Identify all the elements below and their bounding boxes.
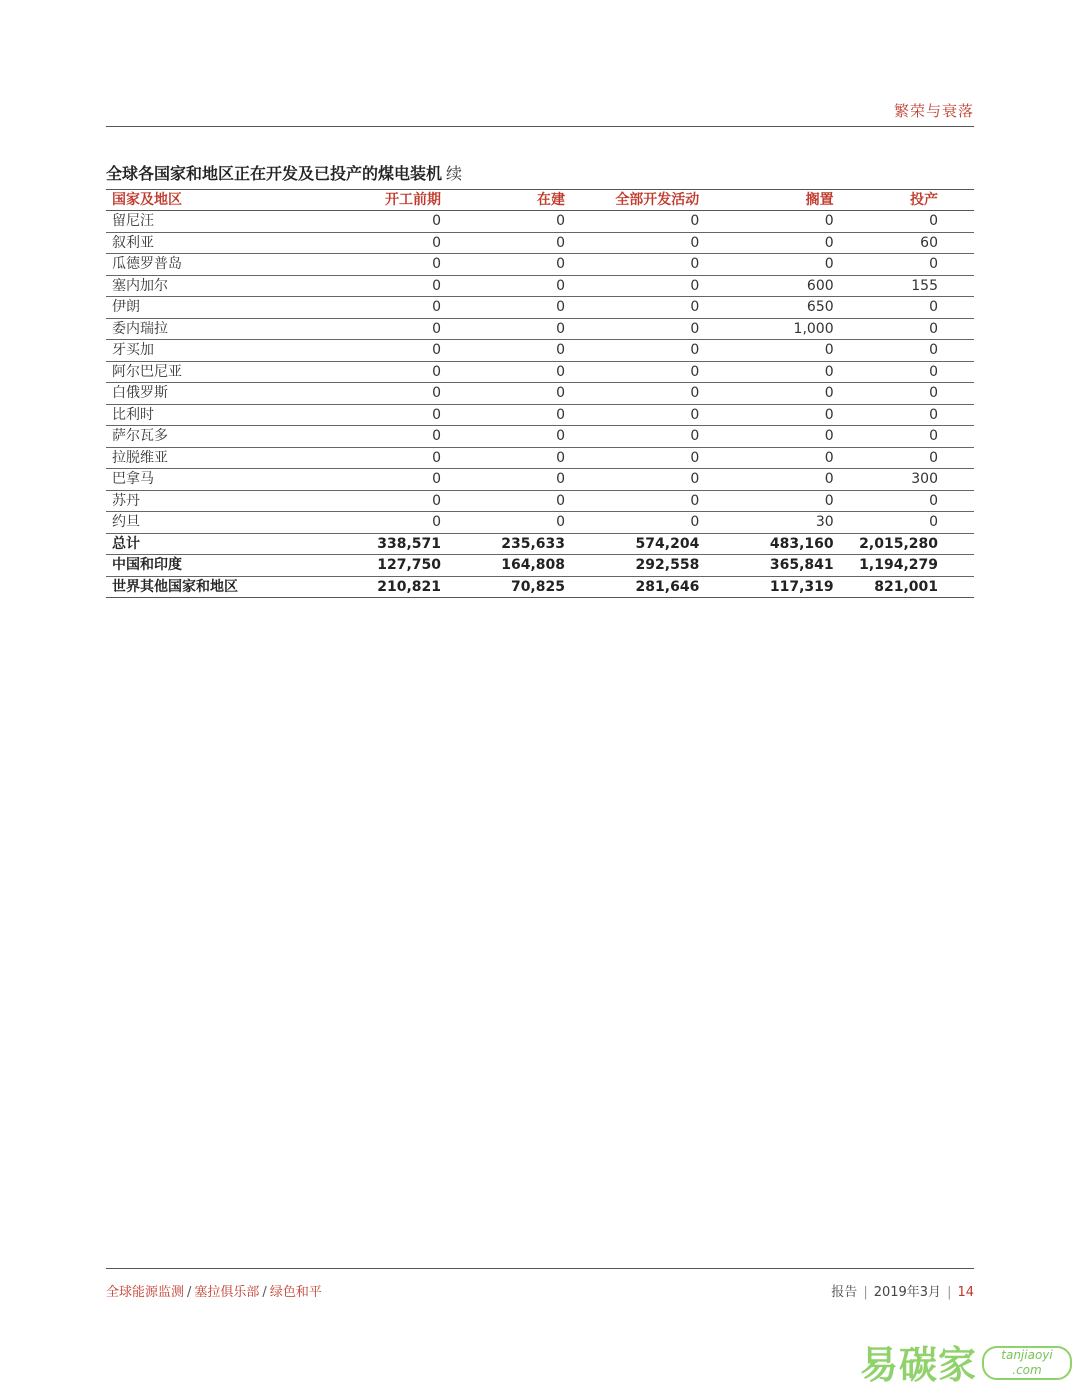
- value-cell: 0: [705, 340, 839, 362]
- column-header-pre-construction: 开工前期: [313, 190, 447, 211]
- table-body: [106, 211, 974, 534]
- value-cell: 0: [447, 512, 571, 534]
- value-cell: 0: [447, 383, 571, 405]
- value-cell: 0: [447, 297, 571, 319]
- value-cell: 300: [840, 469, 974, 491]
- value-cell: 0: [705, 447, 839, 469]
- footer-slash: /: [187, 1285, 192, 1300]
- value-cell: 0: [705, 383, 839, 405]
- value-cell: 483,160: [705, 533, 839, 555]
- value-cell: 2,015,280: [840, 533, 974, 555]
- region-name-cell: 萨尔瓦多: [106, 426, 313, 448]
- value-cell: 0: [313, 426, 447, 448]
- running-header-title: 繁荣与衰落: [893, 102, 974, 120]
- table-title-text: 全球各国家和地区正在开发及已投产的煤电装机: [106, 164, 443, 183]
- table-row: [106, 383, 974, 405]
- value-cell: 60: [840, 232, 974, 254]
- table-summary: [106, 533, 974, 598]
- value-cell: 0: [313, 318, 447, 340]
- table-row: [106, 318, 974, 340]
- region-name-cell: 伊朗: [106, 297, 313, 319]
- header-divider: [106, 126, 974, 127]
- value-cell: 235,633: [447, 533, 571, 555]
- value-cell: 0: [840, 490, 974, 512]
- value-cell: 0: [571, 254, 705, 276]
- value-cell: 0: [447, 404, 571, 426]
- table-row: [106, 232, 974, 254]
- value-cell: 0: [313, 469, 447, 491]
- value-cell: 0: [571, 232, 705, 254]
- table-row: [106, 254, 974, 276]
- region-name-cell: 留尼汪: [106, 211, 313, 233]
- value-cell: 0: [571, 469, 705, 491]
- table-title-continued: 续: [446, 164, 463, 183]
- table-row: [106, 297, 974, 319]
- value-cell: 0: [705, 404, 839, 426]
- value-cell: 0: [840, 404, 974, 426]
- value-cell: 0: [313, 340, 447, 362]
- table-row: [106, 275, 974, 297]
- column-header-region: 国家及地区: [106, 190, 313, 211]
- watermark-text: 易碳家: [860, 1343, 978, 1387]
- value-cell: 0: [705, 426, 839, 448]
- table-row: [106, 447, 974, 469]
- value-cell: 0: [313, 361, 447, 383]
- region-name-cell: 比利时: [106, 404, 313, 426]
- value-cell: 650: [705, 297, 839, 319]
- value-cell: 0: [571, 404, 705, 426]
- footer-report-label: 报告: [831, 1285, 858, 1300]
- footer-slash: /: [262, 1285, 267, 1300]
- region-name-cell: 巴拿马: [106, 469, 313, 491]
- value-cell: 0: [313, 297, 447, 319]
- region-name-cell: 白俄罗斯: [106, 383, 313, 405]
- value-cell: 0: [447, 469, 571, 491]
- region-name-cell: 苏丹: [106, 490, 313, 512]
- region-name-cell: 约旦: [106, 512, 313, 534]
- footer-org-sierra-club: 塞拉俱乐部: [194, 1285, 260, 1300]
- value-cell: 0: [840, 383, 974, 405]
- region-name-cell: 拉脱维亚: [106, 447, 313, 469]
- watermark-badge: [982, 1346, 1072, 1380]
- table-row: [106, 490, 974, 512]
- value-cell: 0: [571, 512, 705, 534]
- table-row: [106, 211, 974, 233]
- value-cell: 0: [447, 447, 571, 469]
- value-cell: 0: [571, 318, 705, 340]
- value-cell: 0: [313, 490, 447, 512]
- value-cell: 155: [840, 275, 974, 297]
- value-cell: 0: [571, 297, 705, 319]
- value-cell: 0: [447, 426, 571, 448]
- page-number: 14: [957, 1285, 974, 1300]
- table-row: [106, 469, 974, 491]
- table-row: [106, 404, 974, 426]
- footer-org-global-energy-monitor: 全球能源监测: [106, 1285, 185, 1300]
- value-cell: 0: [840, 254, 974, 276]
- value-cell: 0: [840, 211, 974, 233]
- watermark-badge-line2: .com: [1012, 1363, 1042, 1377]
- value-cell: 0: [571, 275, 705, 297]
- footer-organizations: [106, 1281, 322, 1300]
- value-cell: 0: [705, 232, 839, 254]
- region-name-cell: 阿尔巴尼亚: [106, 361, 313, 383]
- value-cell: 0: [313, 211, 447, 233]
- value-cell: 0: [313, 512, 447, 534]
- value-cell: 0: [313, 383, 447, 405]
- table-row: [106, 340, 974, 362]
- watermark-logo: [860, 1334, 1072, 1388]
- column-header-total-development: 全部开发活动: [571, 190, 705, 211]
- footer-bar: |: [863, 1285, 868, 1300]
- value-cell: 0: [447, 340, 571, 362]
- table-title: [106, 161, 462, 184]
- value-cell: 338,571: [313, 533, 447, 555]
- value-cell: 281,646: [571, 576, 705, 598]
- value-cell: 0: [840, 340, 974, 362]
- value-cell: 0: [840, 447, 974, 469]
- value-cell: 0: [313, 254, 447, 276]
- value-cell: 0: [571, 383, 705, 405]
- value-cell: 0: [313, 275, 447, 297]
- table-header-row: [106, 190, 974, 211]
- region-name-cell: 牙买加: [106, 340, 313, 362]
- coal-capacity-table: [106, 189, 974, 598]
- value-cell: 0: [705, 254, 839, 276]
- column-header-construction: 在建: [447, 190, 571, 211]
- value-cell: 0: [705, 490, 839, 512]
- value-cell: 70,825: [447, 576, 571, 598]
- value-cell: 821,001: [840, 576, 974, 598]
- value-cell: 0: [447, 361, 571, 383]
- value-cell: 0: [447, 275, 571, 297]
- value-cell: 0: [447, 232, 571, 254]
- value-cell: 0: [840, 297, 974, 319]
- value-cell: 0: [571, 426, 705, 448]
- column-header-shelved: 搁置: [705, 190, 839, 211]
- value-cell: 0: [840, 512, 974, 534]
- footer-bar: |: [947, 1285, 952, 1300]
- value-cell: 0: [313, 232, 447, 254]
- value-cell: 0: [447, 318, 571, 340]
- value-cell: 292,558: [571, 555, 705, 577]
- value-cell: 574,204: [571, 533, 705, 555]
- footer-divider: [106, 1268, 974, 1269]
- value-cell: 1,194,279: [840, 555, 974, 577]
- column-header-operating: 投产: [840, 190, 974, 211]
- value-cell: 0: [313, 404, 447, 426]
- value-cell: 0: [840, 318, 974, 340]
- table-row: [106, 426, 974, 448]
- table-row: [106, 361, 974, 383]
- table-row: [106, 512, 974, 534]
- value-cell: 164,808: [447, 555, 571, 577]
- value-cell: 117,319: [705, 576, 839, 598]
- footer-date: 2019年3月: [873, 1285, 942, 1300]
- value-cell: 0: [840, 426, 974, 448]
- value-cell: 0: [705, 211, 839, 233]
- value-cell: 127,750: [313, 555, 447, 577]
- value-cell: 600: [705, 275, 839, 297]
- summary-row: [106, 533, 974, 555]
- value-cell: 30: [705, 512, 839, 534]
- value-cell: 0: [571, 490, 705, 512]
- value-cell: 365,841: [705, 555, 839, 577]
- value-cell: 0: [571, 361, 705, 383]
- value-cell: 0: [705, 361, 839, 383]
- region-name-cell: 中国和印度: [106, 555, 313, 577]
- value-cell: 0: [571, 447, 705, 469]
- region-name-cell: 世界其他国家和地区: [106, 576, 313, 598]
- value-cell: 0: [447, 211, 571, 233]
- footer-org-greenpeace: 绿色和平: [269, 1285, 322, 1300]
- region-name-cell: 总计: [106, 533, 313, 555]
- region-name-cell: 委内瑞拉: [106, 318, 313, 340]
- value-cell: 0: [571, 211, 705, 233]
- value-cell: 0: [447, 254, 571, 276]
- value-cell: 210,821: [313, 576, 447, 598]
- value-cell: 0: [840, 361, 974, 383]
- region-name-cell: 塞内加尔: [106, 275, 313, 297]
- region-name-cell: 瓜德罗普岛: [106, 254, 313, 276]
- summary-row: [106, 555, 974, 577]
- value-cell: 0: [313, 447, 447, 469]
- summary-row: [106, 576, 974, 598]
- watermark-badge-line1: tanjiaoyi: [1001, 1348, 1053, 1362]
- footer-report-info: [831, 1281, 974, 1300]
- value-cell: 0: [447, 490, 571, 512]
- value-cell: 0: [705, 469, 839, 491]
- region-name-cell: 叙利亚: [106, 232, 313, 254]
- value-cell: 1,000: [705, 318, 839, 340]
- value-cell: 0: [571, 340, 705, 362]
